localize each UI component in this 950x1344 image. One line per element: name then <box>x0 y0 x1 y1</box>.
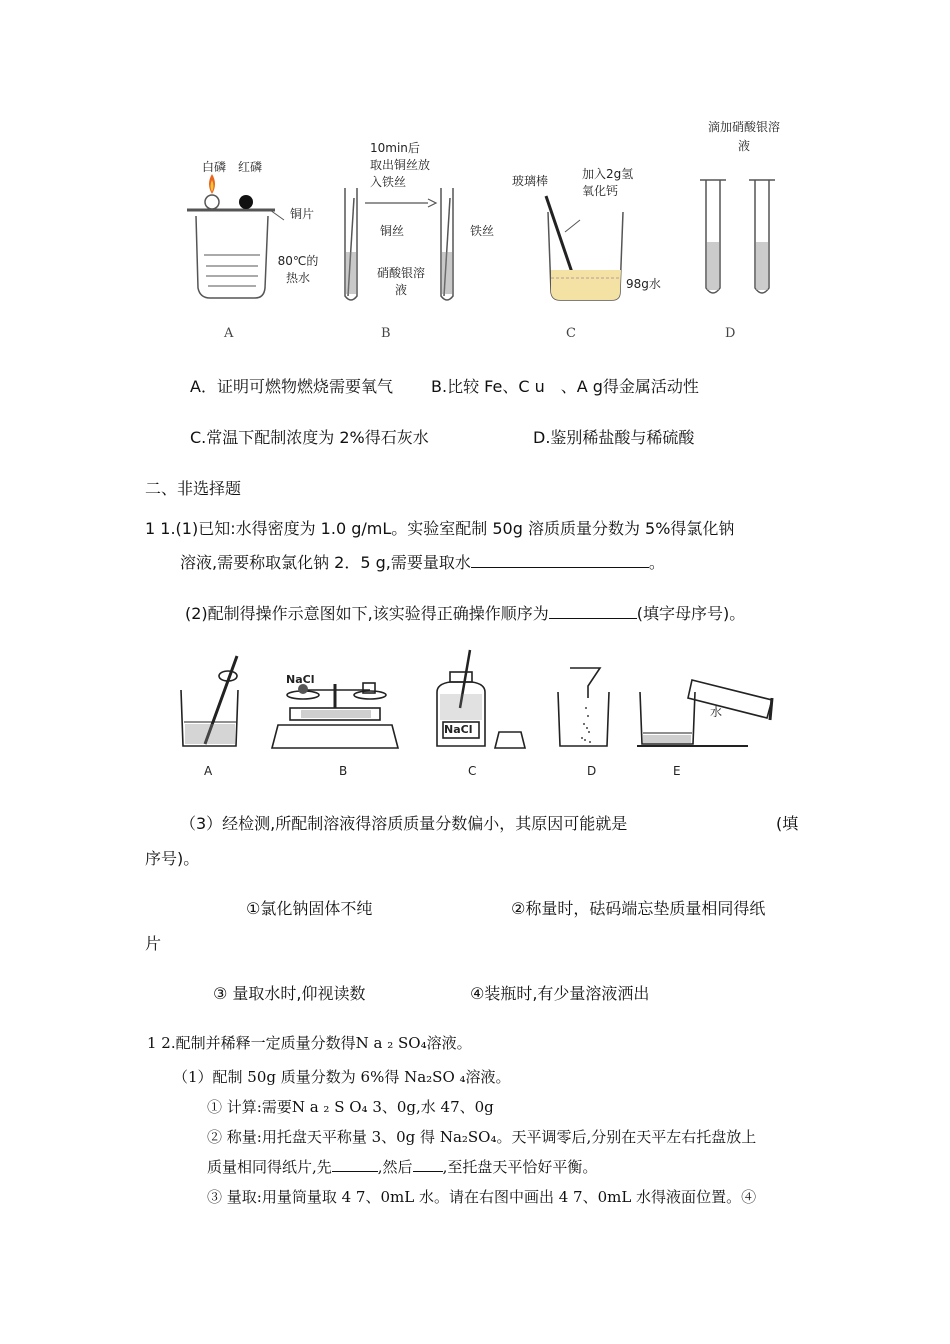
label-iron-wire: 铁丝 <box>470 224 495 238</box>
q12-step1: ① 计算:需要N a ₂ S O₄ 3、0g,水 47、0g <box>207 1098 494 1116</box>
q11-line2-text: 溶液,需要称取氯化钠 2．5 g,需要量取水 <box>180 553 471 572</box>
op-label-a: A <box>204 764 213 778</box>
then-action-blank[interactable] <box>413 1157 443 1172</box>
label-d-instruction: 滴加硝酸银溶液 <box>707 120 780 153</box>
q12-step2a: ② 称量:用托盘天平称量 3、0g 得 Na₂SO₄。天平调零后,分别在天平左右托盘放上 <box>207 1128 757 1146</box>
q12-title: 1 2.配制并稀释一定质量分数得N a ₂ SO₄溶液。 <box>147 1034 472 1052</box>
first-action-blank[interactable] <box>332 1157 378 1172</box>
q11-3-line1: （3）经检测,所配制溶液得溶质质量分数偏小，其原因可能就是 <box>180 814 628 833</box>
label-copper-wire: 铜丝 <box>380 224 405 238</box>
label-red-phosphorus: 红磷 <box>238 160 263 174</box>
panel-label-b: B <box>381 326 391 341</box>
label-white-phosphorus: 白磷 <box>202 160 227 174</box>
q11-3-option2-cont: 片 <box>145 934 162 953</box>
nacl-label-bottle: NaCl <box>444 723 473 736</box>
q11-3-option1: ①氯化钠固体不纯 <box>246 899 373 918</box>
option-c: C.常温下配制浓度为 2%得石灰水 <box>190 428 429 447</box>
q11-line2-end: 。 <box>648 553 665 572</box>
op-label-b: B <box>339 764 348 778</box>
q12-step3: ③ 量取:用量筒量取 4 7、0mL 水。请在右图中画出 4 7、0mL 水得液面位置。④ <box>207 1188 757 1206</box>
label-98g-water: 98g水 <box>626 277 661 291</box>
label-b-instruction: 10min后取出铜丝放入铁丝 <box>370 141 431 189</box>
q11-line1: 1 1.(1)已知:水得密度为 1.0 g/mL。实验室配制 50g 溶质质量分数为 5%得氯化钠 <box>145 519 735 538</box>
op-label-d: D <box>587 764 597 778</box>
label-hot-water: 80℃的热水 <box>277 254 319 285</box>
op-label-e: E <box>673 764 681 778</box>
q12-step2b-part2: ,然后 <box>377 1158 413 1176</box>
label-copper-sheet: 铜片 <box>290 207 315 221</box>
panel-label-c: C <box>566 326 576 341</box>
q11-line3-end: (填字母序号)。 <box>636 604 746 623</box>
q12-step2b <box>207 1156 597 1177</box>
op-label-c: C <box>468 764 477 778</box>
water-label: 水 <box>710 705 723 719</box>
q11-3-option2: ②称量时，砝码端忘垫质量相同得纸 <box>511 899 766 918</box>
q11-3-option4: ④装瓶时,有少量溶液洒出 <box>470 984 650 1003</box>
label-silver-nitrate: 硝酸银溶液 <box>376 266 425 297</box>
q11-3-line2: 序号)。 <box>145 849 200 868</box>
label-add-caoh: 加入2g氢氧化钙 <box>582 167 634 198</box>
panel-label-a: A <box>224 326 234 341</box>
nacl-label-balance: NaCl <box>286 673 315 686</box>
option-b: B.比较 Fe、C u 、A g得金属活动性 <box>431 377 699 396</box>
q11-3-option3: ③ 量取水时,仰视读数 <box>213 984 366 1003</box>
q11-3-line1-end: (填 <box>776 814 799 833</box>
q12-step2b-part3: ,至托盘天平恰好平衡。 <box>442 1158 598 1176</box>
q12-step2b-part1: 质量相同得纸片,先 <box>207 1158 332 1176</box>
q12-sub1: （1）配制 50g 质量分数为 6%得 Na₂SO ₄溶液。 <box>173 1068 511 1086</box>
option-d: D.鉴别稀盐酸与稀硫酸 <box>533 428 695 447</box>
panel-label-d: D <box>725 326 736 341</box>
label-glass-rod: 玻璃棒 <box>512 174 549 188</box>
q11-line3-text: (2)配制得操作示意图如下,该实验得正确操作顺序为 <box>185 604 549 623</box>
option-a: A．证明可燃物燃烧需要氧气 <box>190 377 393 396</box>
section-title: 二、非选择题 <box>145 479 242 498</box>
